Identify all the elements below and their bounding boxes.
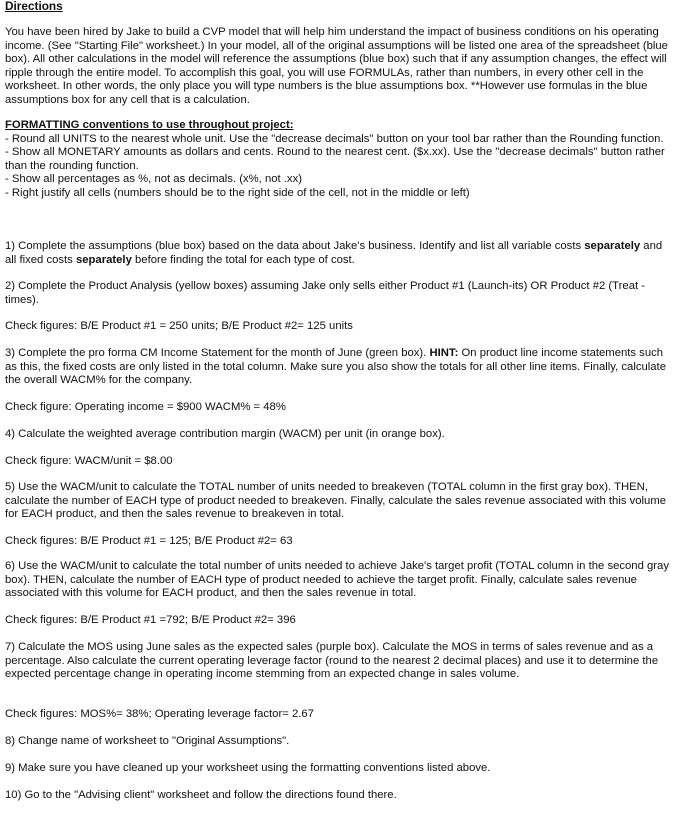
formatting-heading: FORMATTING conventions to use throughout project: (5, 119, 294, 131)
step-2: 2) Complete the Product Analysis (yellow boxes) assuming Jake only sells either Product #1 (Launch-its) OR Product #2 (Treat -times). (5, 280, 646, 306)
step-6: 6) Use the WACM/unit to calculate the total number of units needed to achieve Jake's target profit (TOTAL column in the second gray box). THEN, calculate the number of EACH type of product needed to achieve the target profit. Finally, calculate sales revenue associated with this volume for EACH product, and then the sales revenue in total. (5, 560, 669, 600)
check-figures-6: Check figures: B/E Product #1 =792; B/E Product #2= 396 (5, 614, 296, 626)
step-9: 9) Make sure you have cleaned up your worksheet using the formatting conventions listed above. (5, 762, 491, 774)
step-4: 4) Calculate the weighted average contribution margin (WACM) per unit (in orange box). (5, 428, 445, 440)
intro-paragraph: You have been hired by Jake to build a CVP model that will help him understand the impact of business conditions on his operating income. (See "Starting File" worksheet.) In your model, all of the original assumptions will be listed one area of the spreadsheet (blue box). All other calculations in the model will reference the assumptions (blue box) such that if any assumption changes, the effect will ripple through the entire model. To accomplish this goal, you will use FORMULAs, rather than numbers, in every other cell in the worksheet. In other words, the only place you will type numbers is the blue assumptions box. **However use formulas in the blue assumptions box for any cell that is a calculation. (5, 26, 668, 106)
formatting-section (5, 119, 671, 201)
page-title: Directions (5, 0, 63, 13)
formatting-rule: - Show all percentages as %, not as decimals. (x%, not .xx) (5, 173, 302, 186)
step-10: 10) Go to the "Advising client" worksheet and follow the directions found there. (5, 789, 397, 801)
check-figures-3: Check figure: Operating income = $900 WACM% = 48% (5, 401, 286, 413)
formatting-rule: - Right justify all cells (numbers should be to the right side of the cell, not in the middle or left) (5, 186, 470, 199)
step-5: 5) Use the WACM/unit to calculate the TOTAL number of units needed to breakeven (TOTAL column in the first gray box). THEN, calculate the number of EACH type of product needed to breakeven. Finally, calculate the sales revenue associated with this volume for EACH product, and then the sales revenue to breakeven in total. (5, 481, 667, 521)
check-figures-7: Check figures: MOS%= 38%; Operating leverage factor= 2.67 (5, 708, 314, 720)
check-figures-4: Check figure: WACM/unit = $8.00 (5, 455, 173, 467)
step-1: 1) Complete the assumptions (blue box) based on the data about Jake's business. Identify and list all variable costs separately and all fixed costs separately before finding the total for each type of cost. (5, 240, 663, 266)
step-8: 8) Change name of worksheet to "Original Assumptions". (5, 735, 290, 747)
check-figures-5: Check figures: B/E Product #1 = 125; B/E Product #2= 63 (5, 535, 293, 547)
step-7: 7) Calculate the MOS using June sales as the expected sales (purple box). Calculate the MOS in terms of sales revenue and as a percentage. Also calculate the current operating leverage factor (round to the nearest 2 decimal places) and use it to determine the expected percentage change in operating income stemming from an expected change in sales volume. (5, 641, 659, 681)
formatting-rule: - Show all MONETARY amounts as dollars and cents. Round to the nearest cent. ($x.xx). Use the "decrease decimals" button rather than the rounding function. (5, 146, 665, 172)
check-figures-2: Check figures: B/E Product #1 = 250 units; B/E Product #2= 125 units (5, 320, 353, 332)
formatting-rule: - Round all UNITS to the nearest whole unit. Use the "decrease decimals" button on your tool bar rather than the Rounding function. (5, 132, 664, 145)
step-3: 3) Complete the pro forma CM Income Statement for the month of June (green box). HINT: On product line income statements such as this, the fixed costs are only listed in the total column. Make sure you also show the totals for all other line items. Finally, calculate the overall WACM% for the company. (5, 347, 666, 387)
